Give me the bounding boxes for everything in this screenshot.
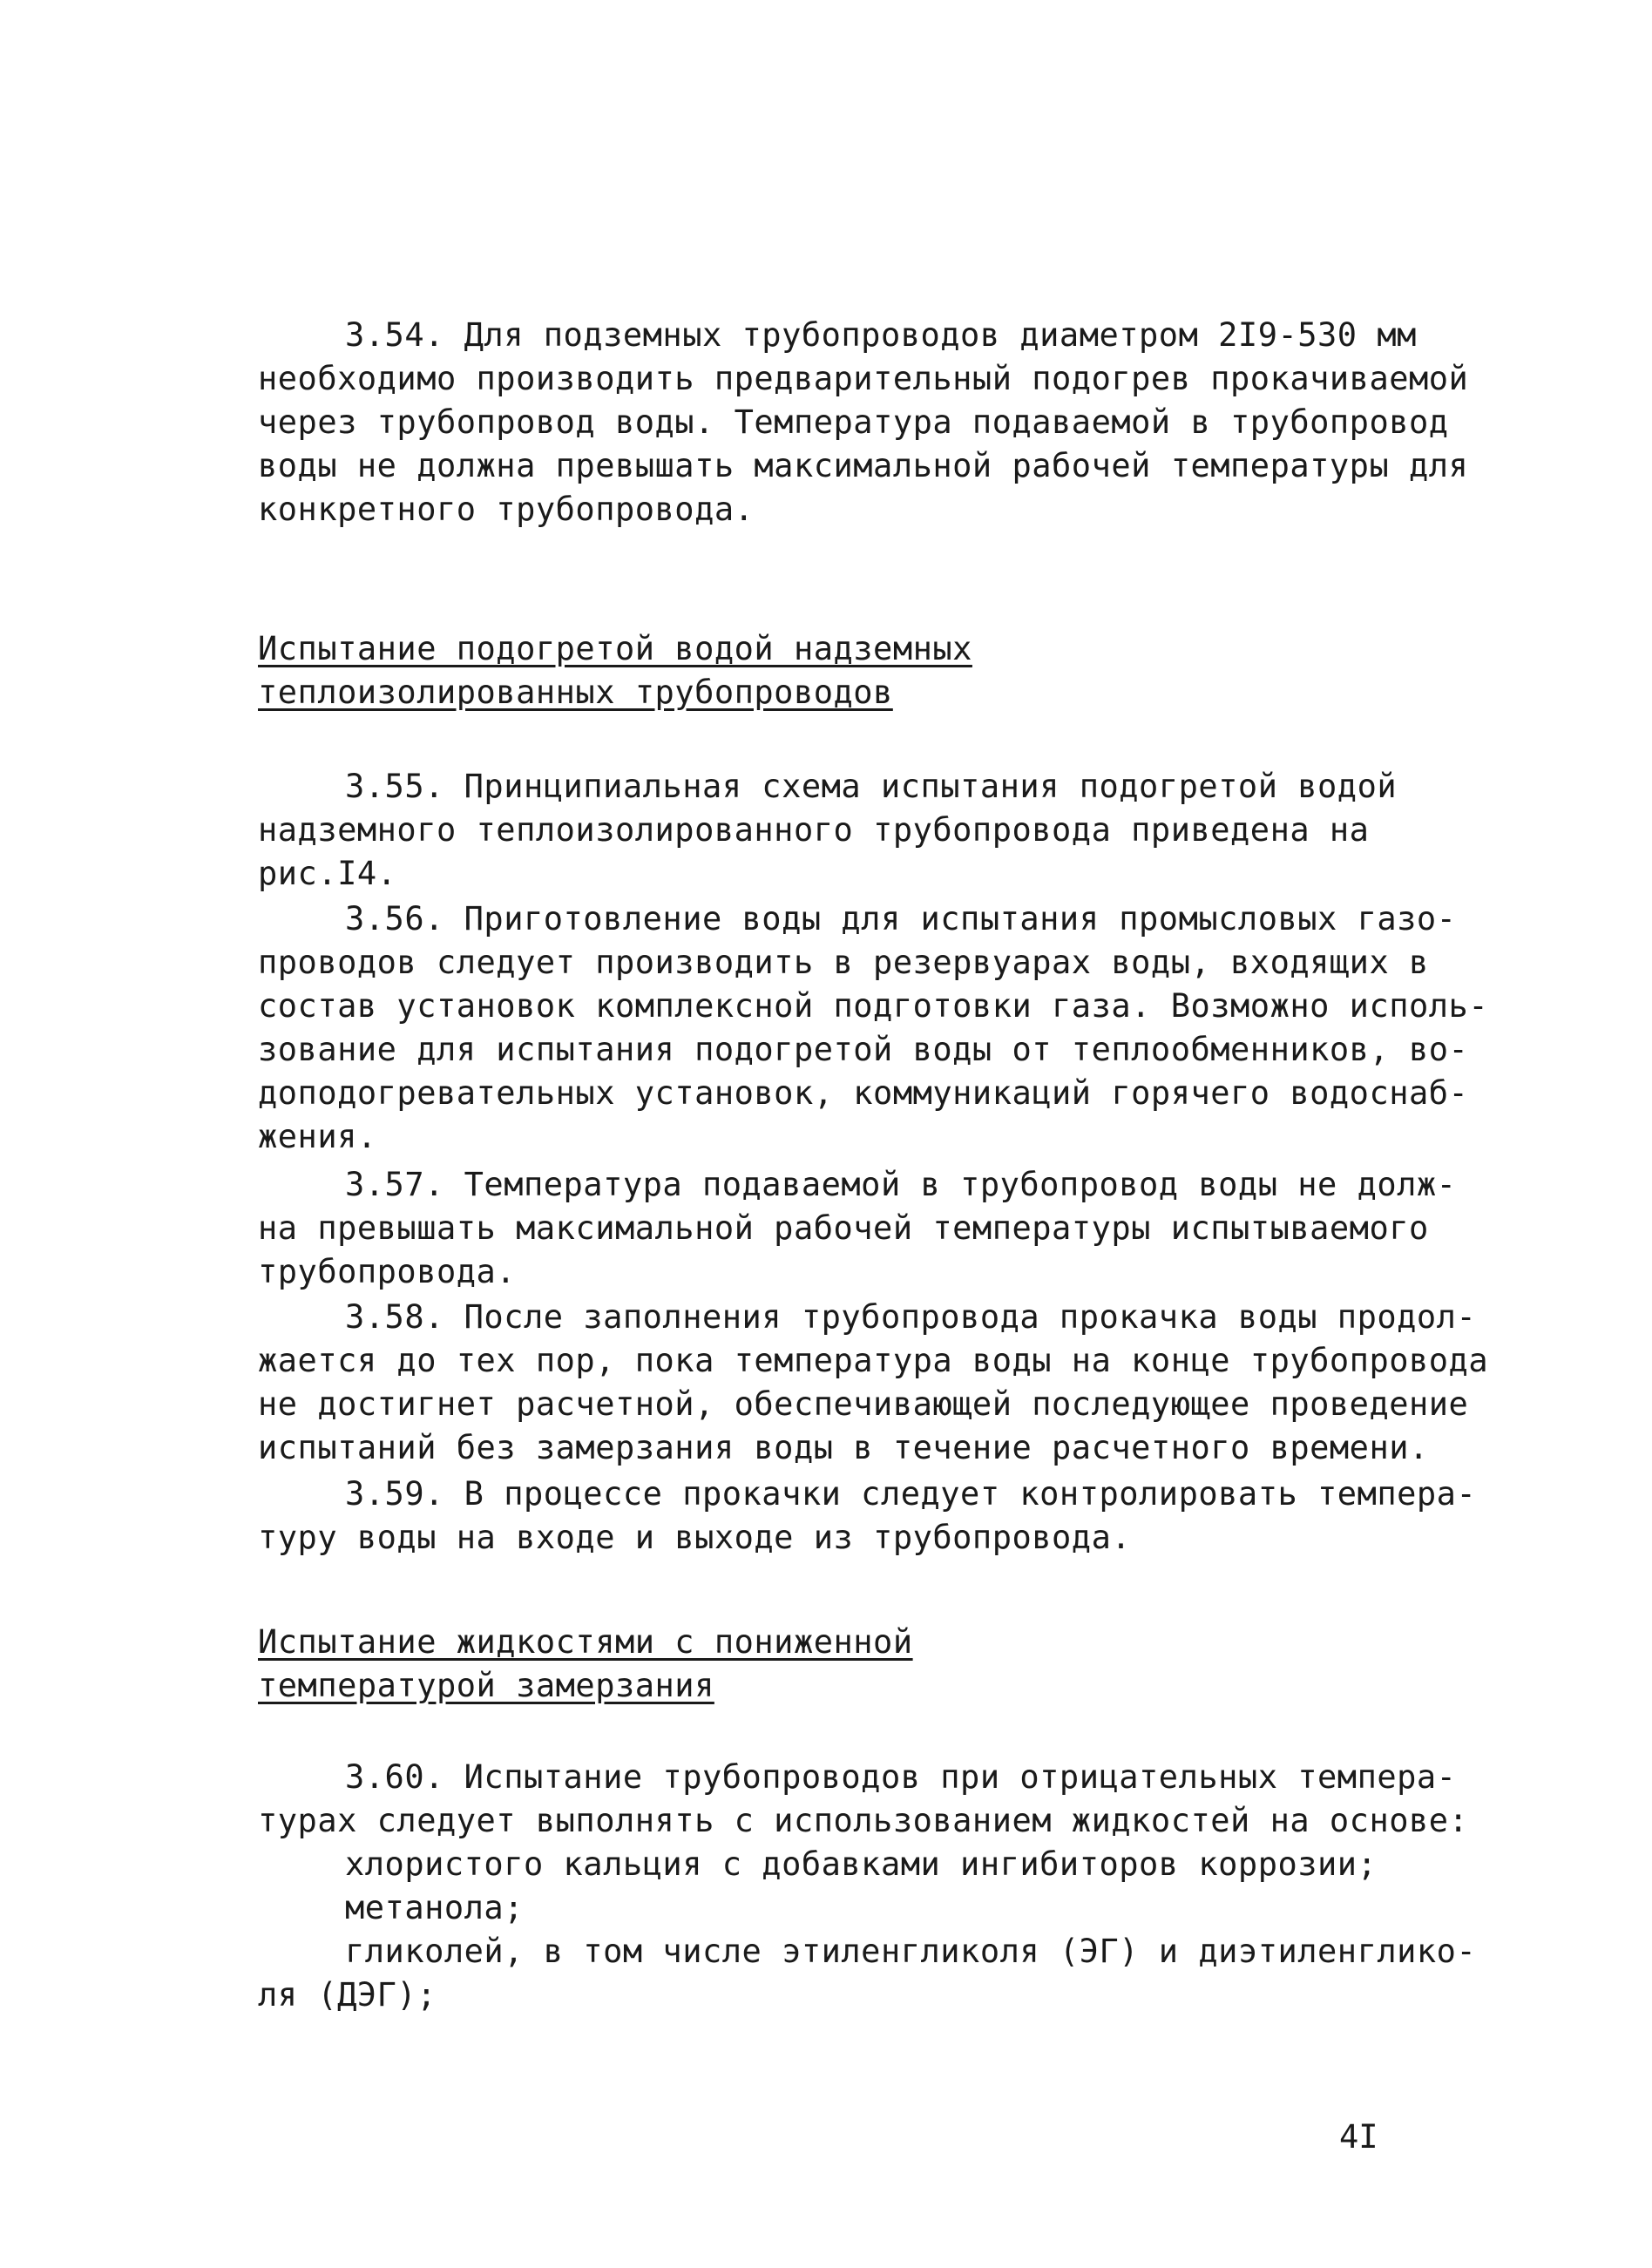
section-heading-low-freezing-liquids	[258, 1621, 913, 1708]
paragraph-3-60	[258, 1756, 1477, 2017]
heading-line: теплоизолированных трубопроводов	[258, 674, 893, 711]
text-line: необходимо производить предварительный подогрев прокачиваемой	[258, 360, 1469, 397]
paragraph-3-59	[258, 1473, 1477, 1560]
text-line: 3.60. Испытание трубопроводов при отрицательных темпера-	[345, 1758, 1457, 1796]
paragraph-3-57	[258, 1163, 1457, 1294]
text-line: 3.54. Для подземных трубопроводов диаметром 2I9-530 мм	[345, 316, 1417, 354]
text-line: 3.58. После заполнения трубопровода прокачка воды продол-	[345, 1298, 1477, 1336]
section-heading-heated-water	[258, 627, 972, 714]
text-line: испытаний без замерзания воды в течение расчетного времени.	[258, 1429, 1429, 1466]
text-line: через трубопровод воды. Температура подаваемой в трубопровод	[258, 403, 1449, 441]
text-line: 3.56. Приготовление воды для испытания промысловых газо-	[345, 900, 1457, 938]
text-line: на превышать максимальной рабочей температуры испытываемого	[258, 1209, 1429, 1247]
text-line: воды не должна превышать максимальной рабочей температуры для	[258, 447, 1469, 484]
text-line: надземного теплоизолированного трубопровода приведена на	[258, 811, 1370, 849]
text-line: рис.I4.	[258, 855, 397, 892]
heading-line: температурой замерзания	[258, 1667, 714, 1704]
heading-line: Испытание подогретой водой надземных	[258, 630, 972, 667]
text-line: турах следует выполнять с использованием жидкостей на основе:	[258, 1802, 1469, 1839]
text-line: 3.55. Принципиальная схема испытания подогретой водой	[345, 768, 1398, 805]
text-line: доподогревательных установок, коммуникаций горячего водоснаб-	[258, 1074, 1469, 1112]
text-line: зование для испытания подогретой воды от теплообменников, во-	[258, 1031, 1469, 1068]
heading-line: Испытание жидкостями с пониженной	[258, 1623, 913, 1661]
text-line: туру воды на входе и выходе из трубопровода.	[258, 1519, 1132, 1556]
list-item: хлористого кальция с добавками ингибиторов коррозии;	[345, 1845, 1378, 1883]
text-line: конкретного трубопровода.	[258, 491, 755, 528]
text-line: жения.	[258, 1118, 377, 1155]
text-line: не достигнет расчетной, обеспечивающей последующее проведение	[258, 1385, 1469, 1423]
list-item: гликолей, в том числе этиленгликоля (ЭГ) и диэтиленглико-	[345, 1933, 1477, 1970]
paragraph-3-55	[258, 765, 1398, 896]
paragraph-3-56	[258, 897, 1489, 1159]
paragraph-3-54	[258, 314, 1469, 531]
text-line: проводов следует производить в резервуарах воды, входящих в	[258, 944, 1429, 981]
text-line: трубопровода.	[258, 1253, 517, 1290]
text-line: ля (ДЭГ);	[258, 1976, 437, 2014]
page-number: 4I	[1339, 2118, 1378, 2156]
list-item: метанола;	[345, 1889, 524, 1926]
text-line: жается до тех пор, пока температура воды на конце трубопровода	[258, 1342, 1489, 1379]
paragraph-3-58	[258, 1296, 1489, 1470]
text-line: 3.59. В процессе прокачки следует контролировать темпера-	[345, 1475, 1477, 1513]
text-line: 3.57. Температура подаваемой в трубопровод воды не долж-	[345, 1166, 1457, 1203]
text-line: состав установок комплексной подготовки газа. Возможно исполь-	[258, 987, 1489, 1025]
